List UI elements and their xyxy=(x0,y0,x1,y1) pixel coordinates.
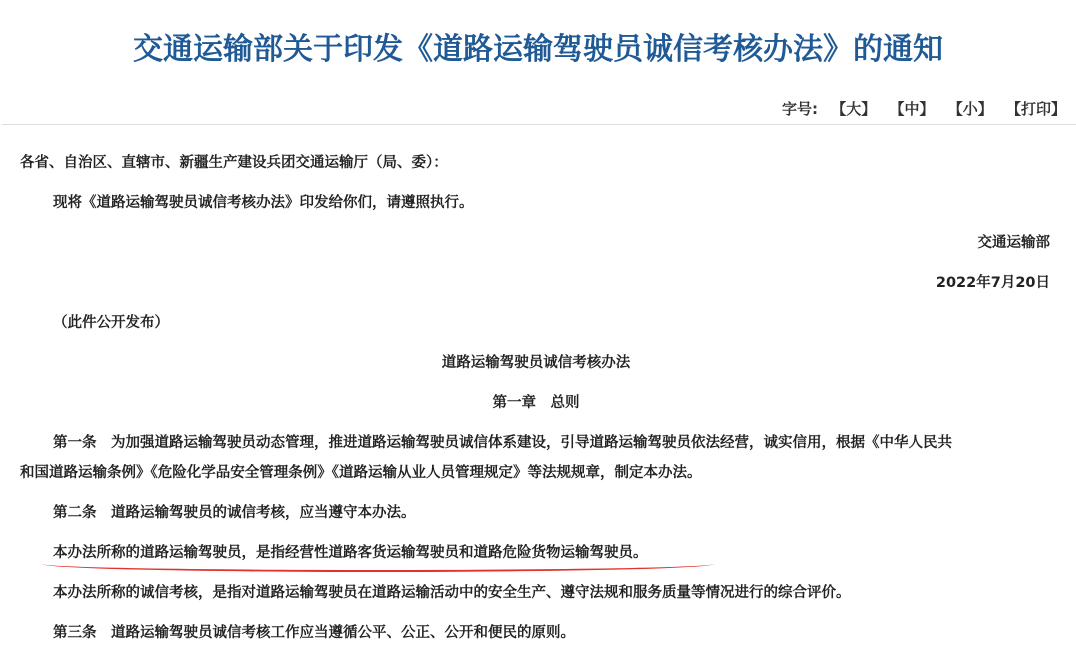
print-link[interactable]: 【打印】 xyxy=(1005,100,1066,118)
article-1-line-2: 和国道路运输条例》《危险化学品安全管理条例》《道路运输从业人员管理规定》等法规规章，制定本办法。 xyxy=(20,465,702,481)
intro-paragraph: 现将《道路运输驾驶员诚信考核办法》印发给你们，请遵照执行。 xyxy=(53,195,474,211)
document-title: 道路运输驾驶员诚信考核办法 xyxy=(441,355,631,371)
font-large-link[interactable]: 【大】 xyxy=(831,100,877,118)
salutation: 各省、自治区、直辖市、新疆生产建设兵团交通运输厅（局、委）： xyxy=(20,155,448,171)
font-medium-link[interactable]: 【中】 xyxy=(889,100,935,118)
article-2: 第二条 道路运输驾驶员的诚信考核，应当遵守本办法。 xyxy=(53,505,416,521)
issuer: 交通运输部 xyxy=(977,235,1050,251)
article-1-line-1: 第一条 为加强道路运输驾驶员动态管理，推进道路运输驾驶员诚信体系建设，引导道路运输驾驶员依法经营，诚实信用，根据《中华人民共 xyxy=(53,435,952,451)
chapter-heading: 第一章 总则 xyxy=(492,395,580,411)
issue-date: 2022年7月20日 xyxy=(935,275,1050,291)
page-title: 交通运输部关于印发《道路运输驾驶员诚信考核办法》的通知 xyxy=(133,32,943,67)
font-size-label: 字号: xyxy=(782,100,818,118)
divider xyxy=(2,124,1076,125)
font-size-toolbar xyxy=(778,98,1066,119)
article-3: 第三条 道路运输驾驶员诚信考核工作应当遵循公平、公正、公开和便民的原则。 xyxy=(53,625,575,641)
definition-drivers: 本办法所称的道路运输驾驶员，是指经营性道路客货运输驾驶员和道路危险货物运输驾驶员。 xyxy=(53,545,648,561)
red-underline-annotation xyxy=(42,564,714,572)
font-small-link[interactable]: 【小】 xyxy=(947,100,993,118)
publish-note: （此件公开发布） xyxy=(53,315,169,331)
definition-assessment: 本办法所称的诚信考核，是指对道路运输驾驶员在道路运输活动中的安全生产、遵守法规和服务质量等情况进行的综合评价。 xyxy=(53,585,851,601)
